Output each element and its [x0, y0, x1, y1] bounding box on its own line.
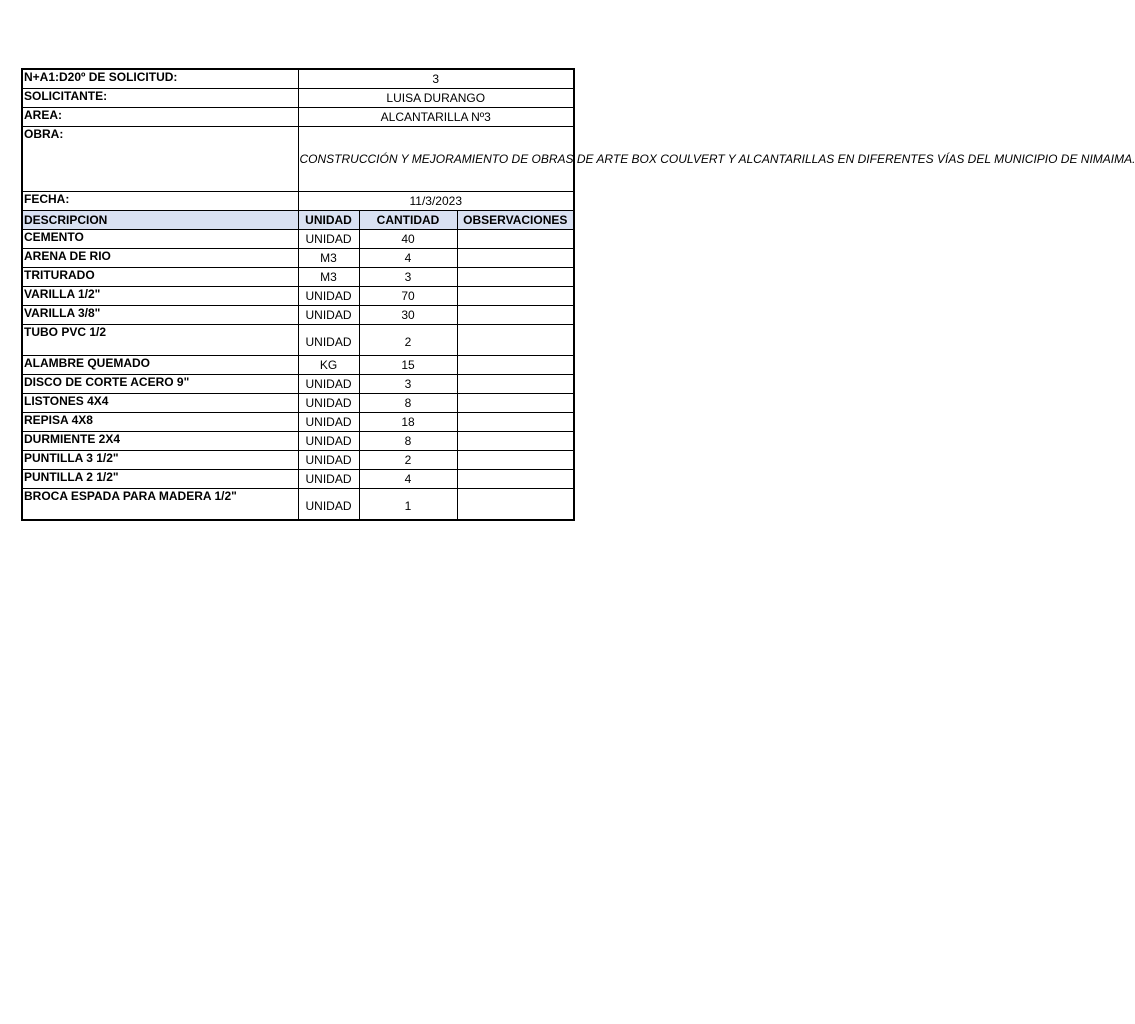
- column-header-unidad: UNIDAD: [298, 211, 359, 230]
- cell-descripcion[interactable]: VARILLA 1/2": [22, 287, 298, 306]
- solicitud-row: [22, 69, 574, 89]
- cell-cantidad[interactable]: 2: [359, 325, 457, 356]
- table-row: [22, 470, 574, 489]
- cell-unidad[interactable]: UNIDAD: [298, 451, 359, 470]
- cell-descripcion[interactable]: TRITURADO: [22, 268, 298, 287]
- cell-descripcion[interactable]: CEMENTO: [22, 230, 298, 249]
- area-row: [22, 108, 574, 127]
- cell-descripcion[interactable]: DURMIENTE 2X4: [22, 432, 298, 451]
- fecha-label: FECHA:: [22, 192, 298, 211]
- table-row: [22, 394, 574, 413]
- cell-unidad[interactable]: KG: [298, 356, 359, 375]
- table-row: [22, 306, 574, 325]
- table-row: [22, 249, 574, 268]
- fecha-row: [22, 192, 574, 211]
- cell-observaciones[interactable]: [457, 413, 574, 432]
- table-row: [22, 268, 574, 287]
- column-header-row: [22, 211, 574, 230]
- solicitante-row: [22, 89, 574, 108]
- cell-observaciones[interactable]: [457, 375, 574, 394]
- fecha-value[interactable]: 11/3/2023: [298, 192, 574, 211]
- column-header-cantidad: CANTIDAD: [359, 211, 457, 230]
- cell-observaciones[interactable]: [457, 489, 574, 521]
- cell-observaciones[interactable]: [457, 394, 574, 413]
- cell-unidad[interactable]: UNIDAD: [298, 375, 359, 394]
- table-row: [22, 413, 574, 432]
- cell-unidad[interactable]: UNIDAD: [298, 287, 359, 306]
- solicitante-value[interactable]: LUISA DURANGO: [298, 89, 574, 108]
- cell-descripcion[interactable]: VARILLA 3/8": [22, 306, 298, 325]
- obra-row: [22, 127, 574, 192]
- cell-descripcion[interactable]: BROCA ESPADA PARA MADERA 1/2": [22, 489, 298, 521]
- cell-descripcion[interactable]: REPISA 4X8: [22, 413, 298, 432]
- table-row: [22, 230, 574, 249]
- cell-cantidad[interactable]: 3: [359, 268, 457, 287]
- solicitud-label: N+A1:D20º DE SOLICITUD:: [22, 69, 298, 89]
- cell-unidad[interactable]: UNIDAD: [298, 394, 359, 413]
- cell-cantidad[interactable]: 8: [359, 394, 457, 413]
- cell-observaciones[interactable]: [457, 451, 574, 470]
- cell-observaciones[interactable]: [457, 356, 574, 375]
- table-row: [22, 489, 574, 521]
- cell-unidad[interactable]: UNIDAD: [298, 432, 359, 451]
- cell-observaciones[interactable]: [457, 470, 574, 489]
- cell-observaciones[interactable]: [457, 325, 574, 356]
- cell-descripcion[interactable]: PUNTILLA 2 1/2": [22, 470, 298, 489]
- area-value[interactable]: ALCANTARILLA Nº3: [298, 108, 574, 127]
- cell-cantidad[interactable]: 18: [359, 413, 457, 432]
- cell-unidad[interactable]: UNIDAD: [298, 306, 359, 325]
- cell-descripcion[interactable]: TUBO PVC 1/2: [22, 325, 298, 356]
- column-header-descripcion: DESCRIPCION: [22, 211, 298, 230]
- column-header-observaciones: OBSERVACIONES: [457, 211, 574, 230]
- cell-cantidad[interactable]: 2: [359, 451, 457, 470]
- cell-unidad[interactable]: M3: [298, 249, 359, 268]
- cell-cantidad[interactable]: 70: [359, 287, 457, 306]
- cell-unidad[interactable]: UNIDAD: [298, 470, 359, 489]
- table-row: [22, 287, 574, 306]
- table-row: [22, 451, 574, 470]
- cell-observaciones[interactable]: [457, 306, 574, 325]
- cell-unidad[interactable]: UNIDAD: [298, 230, 359, 249]
- cell-unidad[interactable]: UNIDAD: [298, 325, 359, 356]
- cell-cantidad[interactable]: 30: [359, 306, 457, 325]
- obra-label: OBRA:: [22, 127, 298, 192]
- cell-observaciones[interactable]: [457, 268, 574, 287]
- solicitud-sheet: [21, 68, 1135, 521]
- solicitante-label: SOLICITANTE:: [22, 89, 298, 108]
- cell-cantidad[interactable]: 4: [359, 249, 457, 268]
- cell-unidad[interactable]: M3: [298, 268, 359, 287]
- cell-observaciones[interactable]: [457, 287, 574, 306]
- area-label: AREA:: [22, 108, 298, 127]
- cell-cantidad[interactable]: 3: [359, 375, 457, 394]
- cell-observaciones[interactable]: [457, 249, 574, 268]
- cell-observaciones[interactable]: [457, 230, 574, 249]
- cell-cantidad[interactable]: 15: [359, 356, 457, 375]
- cell-cantidad[interactable]: 4: [359, 470, 457, 489]
- cell-cantidad[interactable]: 8: [359, 432, 457, 451]
- table-row: [22, 356, 574, 375]
- cell-cantidad[interactable]: 1: [359, 489, 457, 521]
- cell-unidad[interactable]: UNIDAD: [298, 489, 359, 521]
- cell-descripcion[interactable]: DISCO DE CORTE ACERO 9": [22, 375, 298, 394]
- table-row: [22, 325, 574, 356]
- cell-observaciones[interactable]: [457, 432, 574, 451]
- cell-cantidad[interactable]: 40: [359, 230, 457, 249]
- cell-descripcion[interactable]: ARENA DE RIO: [22, 249, 298, 268]
- cell-unidad[interactable]: UNIDAD: [298, 413, 359, 432]
- cell-descripcion[interactable]: LISTONES 4X4: [22, 394, 298, 413]
- solicitud-value[interactable]: 3: [298, 69, 574, 89]
- table-row: [22, 432, 574, 451]
- obra-value[interactable]: CONSTRUCCIÓN Y MEJORAMIENTO DE OBRAS DE ARTE BOX COULVERT Y ALCANTARILLAS EN DIFERENTES VÍAS DEL MUNICIPIO DE NIMAIMA.: [298, 127, 574, 192]
- table-row: [22, 375, 574, 394]
- cell-descripcion[interactable]: ALAMBRE QUEMADO: [22, 356, 298, 375]
- cell-descripcion[interactable]: PUNTILLA 3 1/2": [22, 451, 298, 470]
